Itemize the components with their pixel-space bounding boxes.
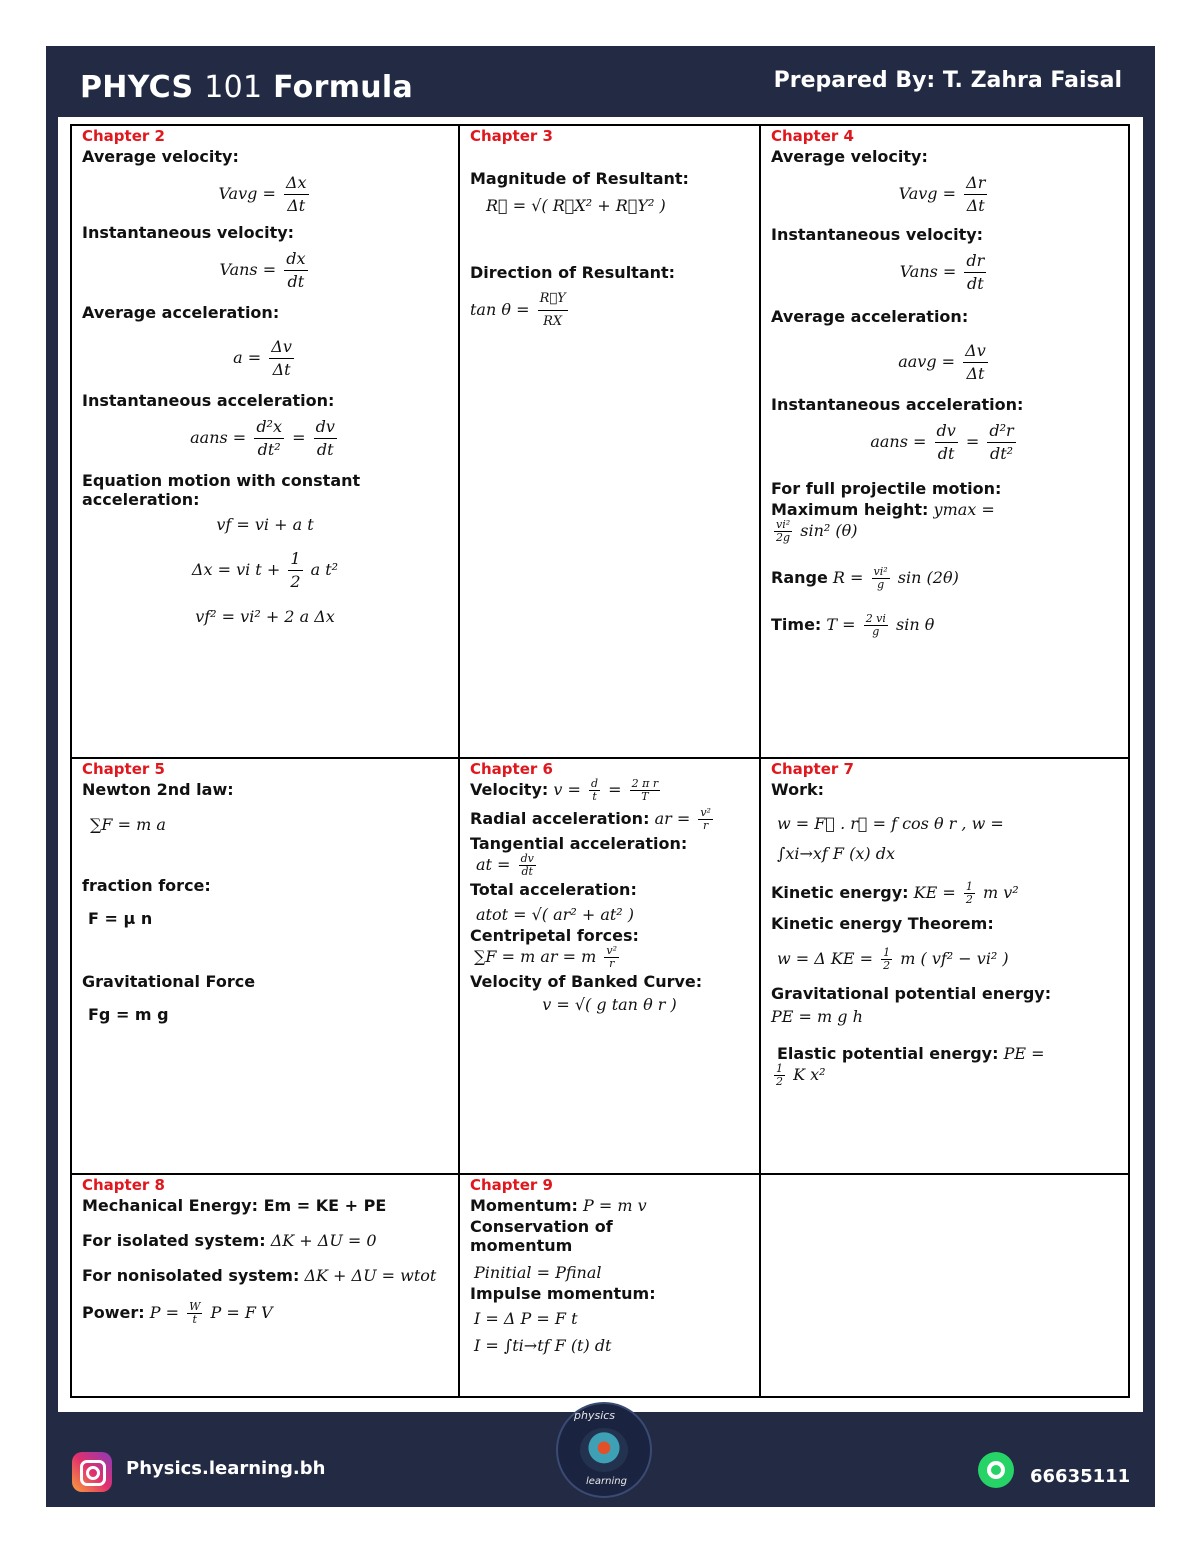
formula: I = Δ P = F t bbox=[474, 1309, 578, 1328]
chapter-heading: Chapter 3 bbox=[470, 127, 553, 145]
chapter-7-cell bbox=[761, 759, 1128, 1175]
formula-label: Impulse momentum: bbox=[470, 1284, 656, 1303]
page-title bbox=[80, 70, 413, 105]
formula: w = F⃗ . r⃗ = f cos θ r , w = ∫xi→xf F (x) dx bbox=[777, 814, 1004, 863]
formula: aans = $\frac{\text{d²x}}{\text{dt²}}$ = $\frac{dv}{dt}$ bbox=[190, 417, 335, 459]
formula-label: fraction force: bbox=[82, 876, 211, 895]
formula: v = √( g tan θ r ) bbox=[542, 995, 677, 1014]
formula: Momentum: P = m v bbox=[470, 1196, 647, 1215]
formula-label: Velocity of Banked Curve: bbox=[470, 972, 703, 991]
formula-grid bbox=[70, 124, 1130, 1398]
formula-label: Average acceleration: bbox=[771, 307, 969, 326]
formula-label: Instantaneous velocity: bbox=[82, 223, 295, 242]
formula: vf = vi + a t bbox=[216, 515, 314, 534]
formula-label: Total acceleration: bbox=[470, 880, 637, 899]
chapter-heading: Chapter 2 bbox=[82, 127, 165, 145]
formula-label: Average velocity: bbox=[771, 147, 928, 166]
chapter-4-cell bbox=[761, 126, 1128, 759]
formula: For isolated system: ΔK + ΔU = 0 bbox=[82, 1231, 377, 1250]
formula: Time: T = $\frac{2 vi}{g}$ sin θ bbox=[771, 612, 935, 638]
instagram-handle[interactable]: Physics.learning.bh bbox=[126, 1458, 326, 1479]
title-number: 101 bbox=[204, 70, 263, 105]
author-credit: Prepared By: T. Zahra Faisal bbox=[773, 68, 1122, 93]
chapter-5-cell bbox=[72, 759, 460, 1175]
chapter-9-cell bbox=[460, 1175, 761, 1396]
formula: w = Δ KE = $\frac{1}{2}$ m ( vf² − vi² ) bbox=[777, 946, 1009, 972]
chapter-2-cell bbox=[72, 126, 460, 759]
formula: Maximum height: ymax = bbox=[771, 500, 995, 519]
formula: tan θ = $\frac{R⃗Y}{RX}$ bbox=[470, 288, 749, 333]
formula-label: Direction of Resultant: bbox=[470, 263, 676, 282]
chapter-heading: Chapter 8 bbox=[82, 1176, 165, 1194]
formula-label: Gravitational Force bbox=[82, 972, 256, 991]
logo-text-top: physics bbox=[574, 1409, 616, 1422]
formula: I = ∫ti→tf F (t) dt bbox=[474, 1336, 612, 1355]
formula: Δx = vi t + $\frac{1}{2}$ a t² bbox=[191, 549, 339, 591]
formula-label: Kinetic energy Theorem: bbox=[771, 914, 994, 933]
formula: Vavg = $\frac{\Delta r}{\Delta t}$ bbox=[898, 173, 986, 215]
formula: Fg = m g bbox=[88, 1005, 169, 1024]
formula-label: Mechanical Energy: Em = KE + PE bbox=[82, 1196, 387, 1215]
formula: $\frac{\text{vi²}}{2g}$ sin² (θ) bbox=[776, 518, 858, 544]
formula: vf² = vi² + 2 a Δx bbox=[195, 607, 335, 626]
formula-label: Instantaneous acceleration: bbox=[82, 391, 335, 410]
formula-label: Centripetal forces: bbox=[470, 926, 639, 945]
formula: Elastic potential energy: PE = bbox=[777, 1044, 1045, 1063]
chapter-heading: Chapter 5 bbox=[82, 760, 165, 778]
formula-label: For full projectile motion: bbox=[771, 479, 1002, 498]
chapter-6-cell bbox=[460, 759, 761, 1175]
chapter-heading: Chapter 7 bbox=[771, 760, 854, 778]
phone-number[interactable]: 66635111 bbox=[1030, 1466, 1131, 1487]
formula: Velocity: v = $\frac{d}{t}$ = $\frac{\text{2 π r}}{T}$ bbox=[470, 777, 659, 803]
title-part: Formula bbox=[273, 70, 414, 105]
logo-text-bottom: learning bbox=[586, 1476, 627, 1487]
formula: aans = $\frac{dv}{dt}$ = $\frac{\text{d²r}}{\text{dt²}}$ bbox=[870, 421, 1014, 463]
formula: ∑F = m ar = m $\frac{\text{v²}}{r}$ bbox=[474, 944, 618, 970]
formula-label: Average acceleration: bbox=[82, 303, 280, 322]
formula: F = μ n bbox=[88, 909, 153, 928]
formula-label: Instantaneous acceleration: bbox=[771, 395, 1024, 414]
chapter-heading: Chapter 4 bbox=[771, 127, 854, 145]
chapter-heading: Chapter 6 bbox=[470, 760, 553, 778]
formula: R⃗ = √( R⃗X² + R⃗Y² ) bbox=[486, 196, 666, 215]
formula-label: Instantaneous velocity: bbox=[771, 225, 984, 244]
formula-label: Equation motion with constant acceleration: bbox=[82, 471, 361, 509]
formula: Vans = $\frac{dr}{dt}$ bbox=[899, 251, 985, 293]
instagram-icon bbox=[72, 1452, 112, 1492]
formula: PE = m g h bbox=[771, 1007, 863, 1026]
formula: Pinitial = Pfinal bbox=[474, 1263, 602, 1282]
chapter-8-cell bbox=[72, 1175, 460, 1396]
formula-label: Gravitational potential energy: bbox=[771, 984, 1052, 1003]
formula: Vavg = $\frac{\Delta x}{\Delta t}$ bbox=[218, 173, 307, 215]
chapter-heading: Chapter 9 bbox=[470, 1176, 553, 1194]
formula: at = $\frac{dv}{dt}$ bbox=[476, 852, 534, 878]
formula: atot = √( ar² + at² ) bbox=[476, 905, 635, 924]
formula: For nonisolated system: ΔK + ΔU = wtot bbox=[82, 1266, 437, 1285]
formula: Radial acceleration: ar = $\frac{\text{v²}}{r}$ bbox=[470, 806, 711, 832]
formula: $\frac{1}{2}$ K x² bbox=[776, 1062, 826, 1088]
formula: Kinetic energy: KE = $\frac{1}{2}$ m v² bbox=[771, 880, 1019, 906]
formula-label: Conservation of momentum bbox=[470, 1217, 613, 1255]
formula-label: Magnitude of Resultant: bbox=[470, 169, 689, 188]
formula-label: Tangential acceleration: bbox=[470, 834, 688, 853]
whatsapp-icon bbox=[978, 1452, 1014, 1488]
formula-label: Average velocity: bbox=[82, 147, 239, 166]
formula: ∑F = m a bbox=[90, 815, 166, 834]
physics-learning-logo bbox=[556, 1402, 652, 1498]
formula: Vans = $\frac{dx}{dt}$ bbox=[219, 249, 306, 291]
formula-label: Newton 2nd law: bbox=[82, 780, 234, 799]
formula-label: Work: bbox=[771, 780, 824, 799]
formula: Range R = $\frac{\text{vi²}}{g}$ sin (2θ) bbox=[771, 565, 959, 591]
formula: a = $\frac{\Delta v}{\Delta t}$ bbox=[233, 337, 292, 379]
formula: aavg = $\frac{\Delta v}{\Delta t}$ bbox=[898, 341, 986, 383]
empty-cell bbox=[761, 1175, 1128, 1396]
chapter-3-cell bbox=[460, 126, 761, 759]
formula: Power: P = $\frac{W}{t}$ P = F V bbox=[82, 1300, 273, 1326]
title-part: PHYCS bbox=[80, 70, 194, 105]
